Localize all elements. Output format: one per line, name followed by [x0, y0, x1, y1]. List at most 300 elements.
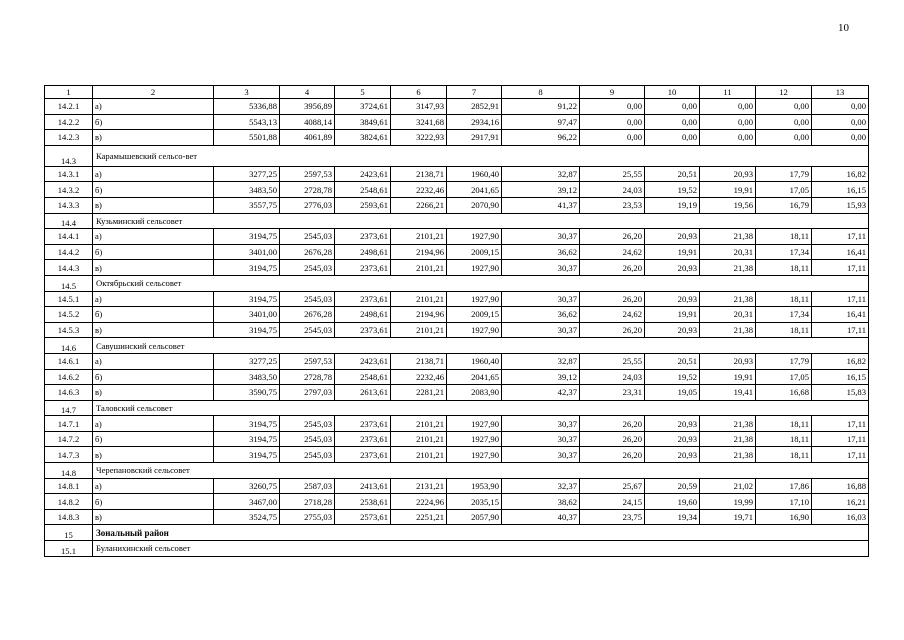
value-cell: 0,00	[756, 114, 812, 130]
value-cell: 2035,15	[447, 494, 502, 510]
value-cell: 0,00	[645, 99, 700, 115]
value-cell: 21,38	[700, 229, 756, 245]
value-cell: 5501,88	[214, 130, 280, 146]
value-cell: 2498,61	[335, 307, 391, 323]
value-cell: 19,71	[700, 509, 756, 525]
value-cell: 0,00	[580, 130, 645, 146]
value-cell: 3194,75	[214, 416, 280, 432]
value-cell: 20,59	[645, 478, 700, 494]
row-variant-label: а)	[93, 353, 214, 369]
table-row	[45, 99, 869, 115]
value-cell: 3147,93	[391, 99, 447, 115]
row-code: 14.8.1	[45, 478, 93, 494]
row-variant-label: б)	[93, 494, 214, 510]
column-number-header: 8	[502, 86, 580, 99]
value-cell: 2573,61	[335, 509, 391, 525]
value-cell: 0,00	[756, 130, 812, 146]
value-cell: 2373,61	[335, 322, 391, 338]
value-cell: 2131,21	[391, 478, 447, 494]
row-code: 14.8.2	[45, 494, 93, 510]
value-cell: 2373,61	[335, 260, 391, 276]
value-cell: 2057,90	[447, 509, 502, 525]
value-cell: 2041,65	[447, 369, 502, 385]
value-cell: 2545,03	[280, 416, 335, 432]
value-cell: 16,15	[812, 369, 869, 385]
value-cell: 20,93	[645, 291, 700, 307]
value-cell: 20,93	[645, 229, 700, 245]
value-cell: 17,79	[756, 166, 812, 182]
value-cell: 2597,53	[280, 166, 335, 182]
value-cell: 42,37	[502, 385, 580, 401]
row-code: 14.3.2	[45, 182, 93, 198]
value-cell: 41,37	[502, 197, 580, 213]
value-cell: 17,05	[756, 182, 812, 198]
value-cell: 21,38	[700, 291, 756, 307]
value-cell: 21,38	[700, 447, 756, 463]
row-code: 14.4.1	[45, 229, 93, 245]
value-cell: 21,38	[700, 431, 756, 447]
value-cell: 0,00	[645, 114, 700, 130]
value-cell: 2728,78	[280, 369, 335, 385]
table-row	[45, 260, 869, 276]
value-cell: 3824,61	[335, 130, 391, 146]
value-cell: 19,91	[645, 307, 700, 323]
table-row	[45, 431, 869, 447]
value-cell: 17,79	[756, 353, 812, 369]
value-cell: 3241,68	[391, 114, 447, 130]
row-code: 14.2.1	[45, 99, 93, 115]
value-cell: 3194,75	[214, 322, 280, 338]
value-cell: 5336,88	[214, 99, 280, 115]
value-cell: 19,41	[700, 385, 756, 401]
value-cell: 2101,21	[391, 229, 447, 245]
value-cell: 2101,21	[391, 416, 447, 432]
value-cell: 19,56	[700, 197, 756, 213]
section-code: 14.6	[45, 338, 93, 354]
value-cell: 1927,90	[447, 322, 502, 338]
value-cell: 2101,21	[391, 447, 447, 463]
value-cell: 3222,93	[391, 130, 447, 146]
value-cell: 2587,03	[280, 478, 335, 494]
value-cell: 32,37	[502, 478, 580, 494]
value-cell: 3194,75	[214, 291, 280, 307]
table-row	[45, 182, 869, 198]
settlement-header-row	[45, 463, 869, 479]
value-cell: 17,11	[812, 416, 869, 432]
value-cell: 16,82	[812, 353, 869, 369]
value-cell: 2728,78	[280, 182, 335, 198]
district-name: Зональный район	[93, 525, 869, 541]
row-variant-label: в)	[93, 130, 214, 146]
row-code: 14.5.2	[45, 307, 93, 323]
page-number: 10	[838, 22, 849, 34]
settlement-header-row	[45, 213, 869, 229]
column-number-header: 4	[280, 86, 335, 99]
value-cell: 32,87	[502, 166, 580, 182]
table-row	[45, 114, 869, 130]
value-cell: 3557,75	[214, 197, 280, 213]
value-cell: 17,34	[756, 244, 812, 260]
table-row	[45, 130, 869, 146]
value-cell: 24,15	[580, 494, 645, 510]
settlement-name: Кузьминский сельсовет	[93, 213, 869, 229]
value-cell: 16,03	[812, 509, 869, 525]
value-cell: 19,52	[645, 369, 700, 385]
value-cell: 2194,96	[391, 307, 447, 323]
value-cell: 17,11	[812, 447, 869, 463]
row-variant-label: в)	[93, 260, 214, 276]
value-cell: 15,83	[812, 385, 869, 401]
value-cell: 2548,61	[335, 182, 391, 198]
column-number-header: 7	[447, 86, 502, 99]
table-row	[45, 447, 869, 463]
table-row	[45, 416, 869, 432]
value-cell: 38,62	[502, 494, 580, 510]
value-cell: 20,51	[645, 166, 700, 182]
value-cell: 3467,00	[214, 494, 280, 510]
row-variant-label: в)	[93, 509, 214, 525]
value-cell: 2101,21	[391, 260, 447, 276]
value-cell: 16,41	[812, 307, 869, 323]
value-cell: 2101,21	[391, 322, 447, 338]
value-cell: 0,00	[700, 114, 756, 130]
value-cell: 19,60	[645, 494, 700, 510]
value-cell: 19,34	[645, 509, 700, 525]
row-variant-label: а)	[93, 478, 214, 494]
value-cell: 17,86	[756, 478, 812, 494]
value-cell: 3194,75	[214, 229, 280, 245]
table-row	[45, 369, 869, 385]
value-cell: 20,93	[700, 353, 756, 369]
settlement-name: Буланихинский сельсовет	[93, 541, 869, 557]
row-variant-label: б)	[93, 307, 214, 323]
value-cell: 20,93	[700, 166, 756, 182]
value-cell: 1927,90	[447, 447, 502, 463]
row-variant-label: б)	[93, 182, 214, 198]
value-cell: 2593,61	[335, 197, 391, 213]
row-code: 14.2.2	[45, 114, 93, 130]
value-cell: 2852,91	[447, 99, 502, 115]
value-cell: 26,20	[580, 229, 645, 245]
value-cell: 2373,61	[335, 431, 391, 447]
value-cell: 19,52	[645, 182, 700, 198]
column-number-header: 3	[214, 86, 280, 99]
value-cell: 24,62	[580, 244, 645, 260]
value-cell: 0,00	[812, 99, 869, 115]
value-cell: 30,37	[502, 447, 580, 463]
value-cell: 3194,75	[214, 447, 280, 463]
row-variant-label: а)	[93, 229, 214, 245]
value-cell: 2101,21	[391, 291, 447, 307]
value-cell: 30,37	[502, 416, 580, 432]
value-cell: 3590,75	[214, 385, 280, 401]
section-code: 14.7	[45, 400, 93, 416]
column-number-header: 5	[335, 86, 391, 99]
value-cell: 20,93	[645, 416, 700, 432]
value-cell: 2718,28	[280, 494, 335, 510]
value-cell: 16,90	[756, 509, 812, 525]
value-cell: 16,15	[812, 182, 869, 198]
row-code: 14.4.3	[45, 260, 93, 276]
value-cell: 39,12	[502, 182, 580, 198]
value-cell: 96,22	[502, 130, 580, 146]
value-cell: 2266,21	[391, 197, 447, 213]
value-cell: 18,11	[756, 229, 812, 245]
value-cell: 16,79	[756, 197, 812, 213]
district-header-row	[45, 525, 869, 541]
value-cell: 2138,71	[391, 166, 447, 182]
value-cell: 26,20	[580, 431, 645, 447]
row-code: 14.6.2	[45, 369, 93, 385]
value-cell: 19,19	[645, 197, 700, 213]
value-cell: 2917,91	[447, 130, 502, 146]
value-cell: 19,99	[700, 494, 756, 510]
row-code: 14.6.3	[45, 385, 93, 401]
row-code: 14.7.2	[45, 431, 93, 447]
settlement-name: Савушинский сельсовет	[93, 338, 869, 354]
value-cell: 4088,14	[280, 114, 335, 130]
value-cell: 21,38	[700, 322, 756, 338]
value-cell: 3194,75	[214, 260, 280, 276]
value-cell: 1927,90	[447, 291, 502, 307]
value-cell: 30,37	[502, 322, 580, 338]
value-cell: 2423,61	[335, 353, 391, 369]
value-cell: 20,31	[700, 244, 756, 260]
value-cell: 17,11	[812, 322, 869, 338]
row-code: 14.4.2	[45, 244, 93, 260]
value-cell: 2413,61	[335, 478, 391, 494]
section-code: 14.8	[45, 463, 93, 479]
settlement-header-row	[45, 338, 869, 354]
settlement-name: Октябрьский сельсовет	[93, 275, 869, 291]
column-number-header: 1	[45, 86, 93, 99]
value-cell: 1927,90	[447, 416, 502, 432]
value-cell: 2545,03	[280, 447, 335, 463]
value-cell: 2545,03	[280, 229, 335, 245]
value-cell: 3524,75	[214, 509, 280, 525]
value-cell: 2423,61	[335, 166, 391, 182]
column-number-header: 11	[700, 86, 756, 99]
value-cell: 2373,61	[335, 447, 391, 463]
row-variant-label: б)	[93, 244, 214, 260]
value-cell: 2545,03	[280, 291, 335, 307]
value-cell: 26,20	[580, 260, 645, 276]
settlement-header-row	[45, 541, 869, 557]
value-cell: 24,03	[580, 182, 645, 198]
value-cell: 17,11	[812, 291, 869, 307]
value-cell: 2776,03	[280, 197, 335, 213]
value-cell: 91,22	[502, 99, 580, 115]
value-cell: 1960,40	[447, 353, 502, 369]
value-cell: 17,11	[812, 260, 869, 276]
column-number-row	[45, 86, 869, 99]
value-cell: 24,62	[580, 307, 645, 323]
table-row	[45, 509, 869, 525]
value-cell: 3401,00	[214, 244, 280, 260]
value-cell: 19,05	[645, 385, 700, 401]
value-cell: 2083,90	[447, 385, 502, 401]
value-cell: 0,00	[812, 114, 869, 130]
value-cell: 2281,21	[391, 385, 447, 401]
value-cell: 2009,15	[447, 244, 502, 260]
value-cell: 18,11	[756, 447, 812, 463]
value-cell: 20,93	[645, 260, 700, 276]
value-cell: 39,12	[502, 369, 580, 385]
value-cell: 2232,46	[391, 182, 447, 198]
value-cell: 18,11	[756, 431, 812, 447]
value-cell: 36,62	[502, 244, 580, 260]
row-variant-label: б)	[93, 369, 214, 385]
value-cell: 2138,71	[391, 353, 447, 369]
value-cell: 16,88	[812, 478, 869, 494]
value-cell: 1953,90	[447, 478, 502, 494]
value-cell: 20,31	[700, 307, 756, 323]
value-cell: 2545,03	[280, 431, 335, 447]
value-cell: 17,05	[756, 369, 812, 385]
section-code: 14.5	[45, 275, 93, 291]
value-cell: 15,93	[812, 197, 869, 213]
value-cell: 2755,03	[280, 509, 335, 525]
value-cell: 0,00	[756, 99, 812, 115]
value-cell: 2224,96	[391, 494, 447, 510]
section-code: 15	[45, 525, 93, 541]
value-cell: 23,75	[580, 509, 645, 525]
value-cell: 2373,61	[335, 291, 391, 307]
value-cell: 26,20	[580, 291, 645, 307]
value-cell: 16,68	[756, 385, 812, 401]
value-cell: 2232,46	[391, 369, 447, 385]
value-cell: 2373,61	[335, 229, 391, 245]
value-cell: 32,87	[502, 353, 580, 369]
table-row	[45, 478, 869, 494]
value-cell: 23,31	[580, 385, 645, 401]
table-row	[45, 494, 869, 510]
row-code: 14.7.1	[45, 416, 93, 432]
settlement-name: Черепановский сельсовет	[93, 463, 869, 479]
value-cell: 25,55	[580, 353, 645, 369]
value-cell: 16,21	[812, 494, 869, 510]
table-row	[45, 322, 869, 338]
value-cell: 0,00	[812, 130, 869, 146]
section-code: 14.4	[45, 213, 93, 229]
value-cell: 2041,65	[447, 182, 502, 198]
value-cell: 3194,75	[214, 431, 280, 447]
value-cell: 21,02	[700, 478, 756, 494]
value-cell: 17,10	[756, 494, 812, 510]
row-code: 14.8.3	[45, 509, 93, 525]
value-cell: 3483,50	[214, 182, 280, 198]
value-cell: 20,51	[645, 353, 700, 369]
value-cell: 23,53	[580, 197, 645, 213]
value-cell: 18,11	[756, 260, 812, 276]
section-code: 15.1	[45, 541, 93, 557]
value-cell: 3849,61	[335, 114, 391, 130]
value-cell: 2498,61	[335, 244, 391, 260]
value-cell: 2009,15	[447, 307, 502, 323]
value-cell: 30,37	[502, 229, 580, 245]
value-cell: 1927,90	[447, 260, 502, 276]
value-cell: 2538,61	[335, 494, 391, 510]
value-cell: 1960,40	[447, 166, 502, 182]
value-cell: 40,37	[502, 509, 580, 525]
settlement-header-row	[45, 145, 869, 166]
table-row	[45, 307, 869, 323]
row-variant-label: а)	[93, 291, 214, 307]
row-variant-label: а)	[93, 416, 214, 432]
value-cell: 20,93	[645, 322, 700, 338]
value-cell: 25,55	[580, 166, 645, 182]
value-cell: 24,03	[580, 369, 645, 385]
value-cell: 0,00	[700, 130, 756, 146]
row-variant-label: в)	[93, 385, 214, 401]
value-cell: 18,11	[756, 416, 812, 432]
column-number-header: 2	[93, 86, 214, 99]
value-cell: 19,91	[645, 244, 700, 260]
value-cell: 26,20	[580, 322, 645, 338]
value-cell: 18,11	[756, 291, 812, 307]
table-row	[45, 291, 869, 307]
value-cell: 30,37	[502, 291, 580, 307]
value-cell: 16,82	[812, 166, 869, 182]
table-row	[45, 353, 869, 369]
value-cell: 2101,21	[391, 431, 447, 447]
settlement-name: Таловский сельсовет	[93, 400, 869, 416]
table-row	[45, 197, 869, 213]
value-cell: 4061,89	[280, 130, 335, 146]
row-code: 14.5.3	[45, 322, 93, 338]
value-cell: 2676,28	[280, 244, 335, 260]
settlement-header-row	[45, 275, 869, 291]
row-variant-label: в)	[93, 322, 214, 338]
row-code: 14.3.3	[45, 197, 93, 213]
value-cell: 3724,61	[335, 99, 391, 115]
value-cell: 20,93	[645, 431, 700, 447]
value-cell: 1927,90	[447, 229, 502, 245]
value-cell: 2070,90	[447, 197, 502, 213]
column-number-header: 13	[812, 86, 869, 99]
value-cell: 1927,90	[447, 431, 502, 447]
value-cell: 17,11	[812, 229, 869, 245]
value-cell: 21,38	[700, 416, 756, 432]
column-number-header: 9	[580, 86, 645, 99]
value-cell: 19,91	[700, 369, 756, 385]
row-code: 14.6.1	[45, 353, 93, 369]
value-cell: 2251,21	[391, 509, 447, 525]
value-cell: 2613,61	[335, 385, 391, 401]
value-cell: 3277,25	[214, 353, 280, 369]
tariff-table	[44, 85, 869, 557]
row-code: 14.7.3	[45, 447, 93, 463]
value-cell: 2194,96	[391, 244, 447, 260]
value-cell: 18,11	[756, 322, 812, 338]
settlement-header-row	[45, 400, 869, 416]
column-number-header: 6	[391, 86, 447, 99]
value-cell: 2548,61	[335, 369, 391, 385]
value-cell: 3277,25	[214, 166, 280, 182]
row-variant-label: а)	[93, 99, 214, 115]
section-code: 14.3	[45, 145, 93, 166]
row-code: 14.5.1	[45, 291, 93, 307]
value-cell: 19,91	[700, 182, 756, 198]
settlement-name: Карамышевский сельсо-вет	[93, 145, 869, 166]
value-cell: 26,20	[580, 447, 645, 463]
value-cell: 0,00	[645, 130, 700, 146]
value-cell: 16,41	[812, 244, 869, 260]
value-cell: 3956,89	[280, 99, 335, 115]
value-cell: 30,37	[502, 431, 580, 447]
row-variant-label: а)	[93, 166, 214, 182]
row-variant-label: б)	[93, 431, 214, 447]
